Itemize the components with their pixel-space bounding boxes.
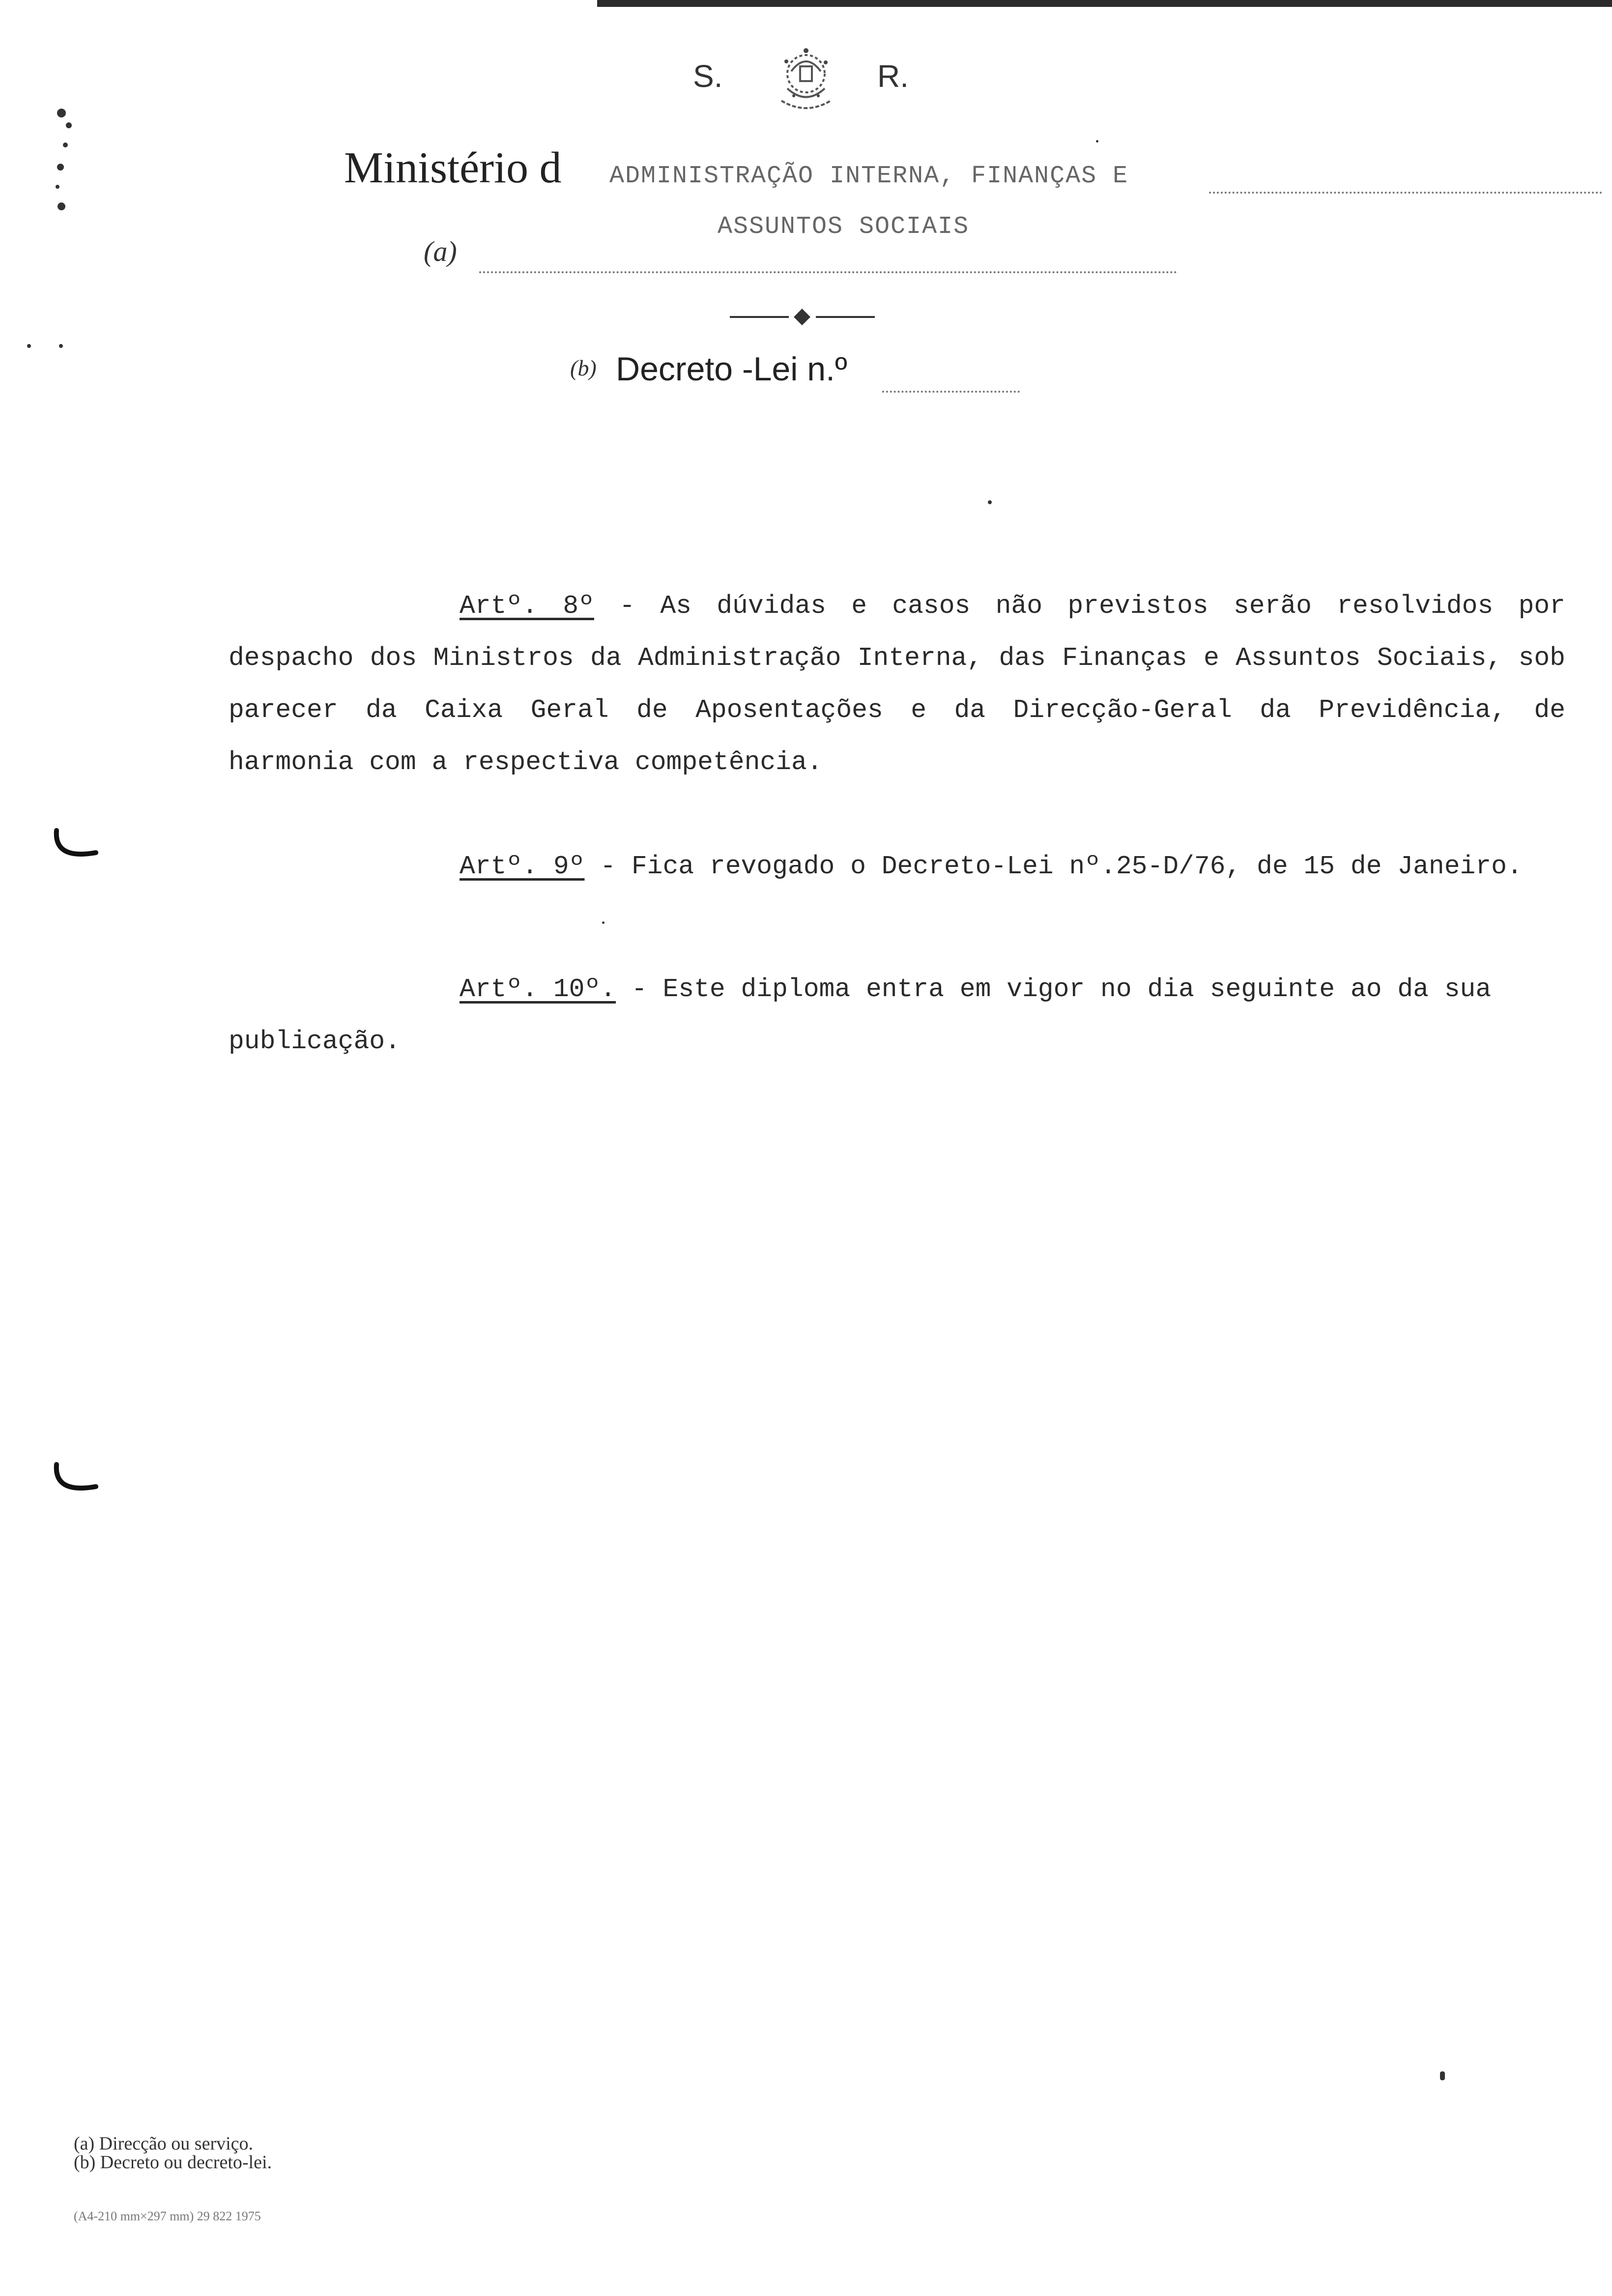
article-paragraph bbox=[229, 840, 1565, 892]
footnote-marker-b: (b) bbox=[570, 355, 597, 380]
article-paragraph bbox=[229, 963, 1565, 1067]
footnote-a: (a) Direcção ou serviço. bbox=[74, 2133, 254, 2154]
scan-speck bbox=[1096, 140, 1098, 143]
decree-label: Decreto -Lei n.º bbox=[616, 350, 847, 388]
ornament-rule-right bbox=[816, 316, 875, 318]
article-paragraph bbox=[229, 580, 1565, 788]
footnote-b: (b) Decreto ou decreto-lei. bbox=[74, 2152, 272, 2173]
ministry-label: Ministério d bbox=[344, 144, 562, 192]
article-text: - Este diploma entra em vigor no dia seguinte ao da sua publicação. bbox=[229, 975, 1492, 1056]
top-border-line bbox=[597, 0, 1612, 7]
header-r-letter: R. bbox=[877, 58, 909, 94]
ministry-name-line-1: ADMINISTRAÇÃO INTERNA, FINANÇAS E bbox=[609, 162, 1129, 190]
decree-number-dotted-line bbox=[882, 391, 1020, 393]
coat-of-arms-icon bbox=[757, 42, 855, 120]
ornament-diamond-icon bbox=[794, 309, 810, 325]
binder-hole-mark-icon bbox=[49, 826, 103, 870]
ministry-line bbox=[344, 143, 1258, 197]
scan-speck bbox=[602, 921, 604, 924]
fill-in-dotted-line bbox=[1209, 192, 1602, 194]
scan-speck bbox=[1440, 2071, 1445, 2080]
scan-speck bbox=[27, 344, 31, 348]
ministry-name-line-2: ASSUNTOS SOCIAIS bbox=[718, 213, 970, 241]
fill-in-dotted-line bbox=[479, 271, 1177, 273]
scan-speck bbox=[988, 500, 992, 504]
scan-speck bbox=[59, 344, 63, 348]
article-label: Artº. 9º bbox=[460, 852, 585, 881]
article-text: - As dúvidas e casos não previstos serão resolvidos por despacho dos Ministros da Administração Interna, das Finanças e Assuntos Sociais, sob parecer da Caixa Geral de Aposentações e da Direcção-Geral da Previdência, de harmonia com a respectiva competência. bbox=[229, 591, 1565, 777]
ornament-rule-left bbox=[730, 316, 789, 318]
header-s-letter: S. bbox=[693, 58, 723, 94]
article-label: Artº. 8º bbox=[460, 591, 594, 621]
ink-smudge-icon bbox=[47, 103, 91, 221]
footnote-marker-a: (a) bbox=[424, 235, 457, 267]
article-text: - Fica revogado o Decreto-Lei nº.25-D/76, de 15 de Janeiro. bbox=[584, 852, 1523, 881]
form-print-code: (A4-210 mm×297 mm) 29 822 1975 bbox=[74, 2209, 261, 2223]
binder-hole-mark-icon bbox=[49, 1460, 103, 1504]
article-label: Artº. 10º. bbox=[460, 975, 616, 1004]
